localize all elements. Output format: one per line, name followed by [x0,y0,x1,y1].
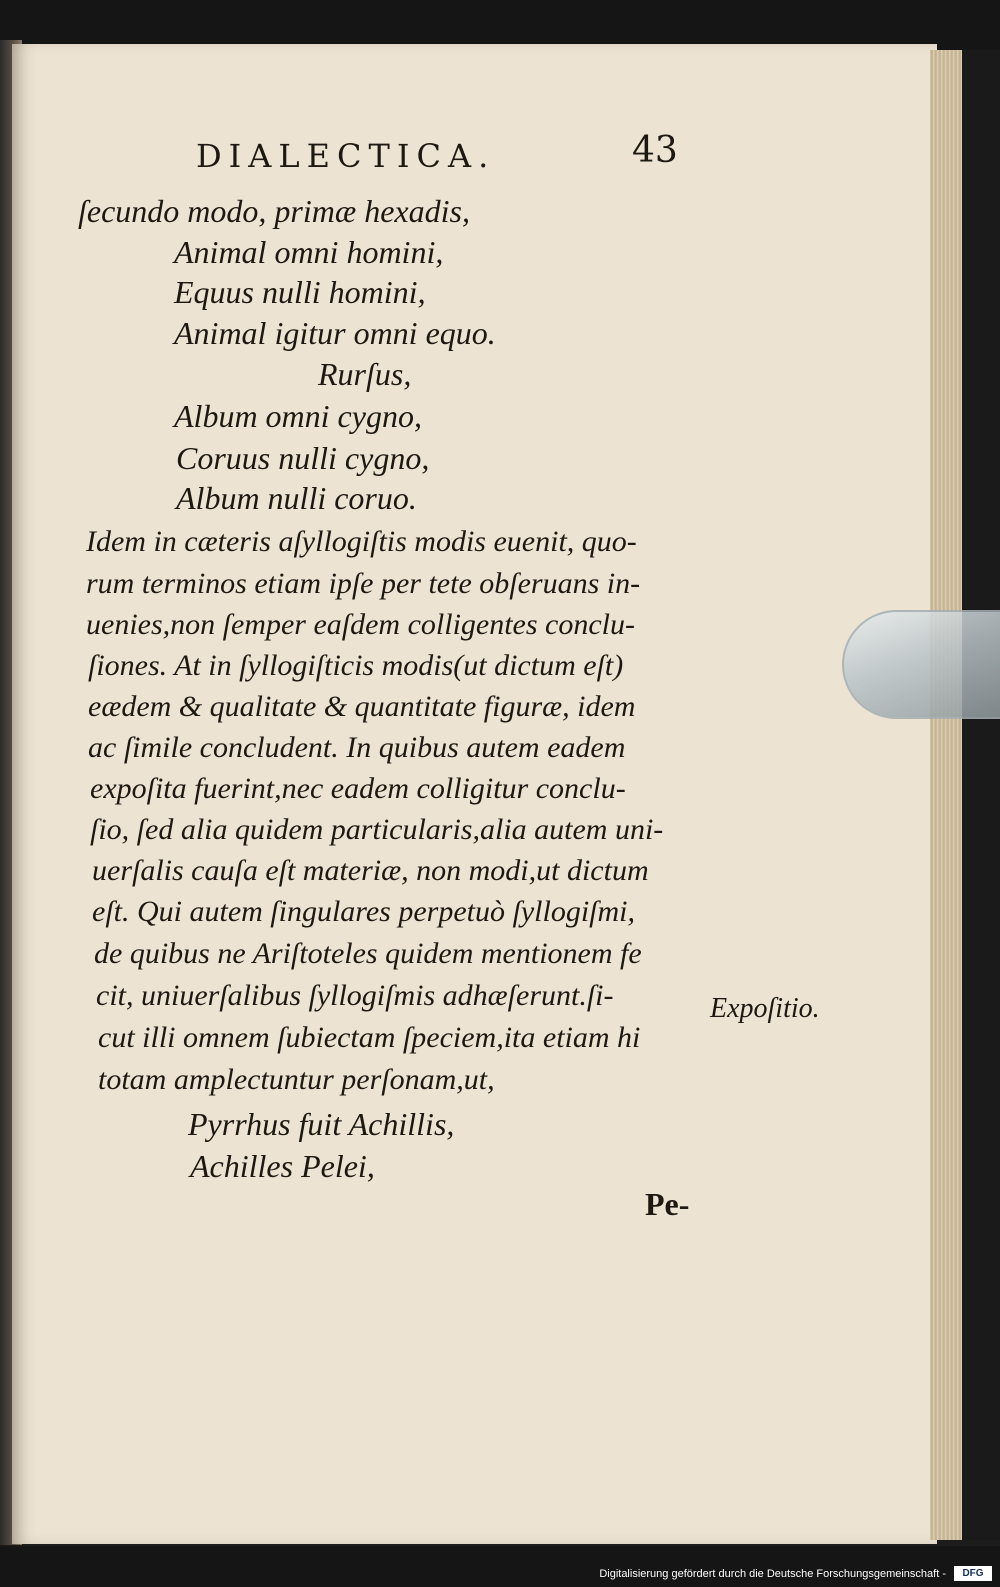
text-line: eſt. Qui autem ſingulares perpetuò ſyllogiſmi, [92,895,635,928]
text-line: cut illi omnem ſubiectam ſpeciem,ita etiam hi [98,1021,641,1054]
page-holder-clip [842,610,1000,719]
text-line: eædem & qualitate & quantitate figuræ, idem [88,690,636,723]
footer-bar [0,1546,1000,1587]
text-line: Equus nulli homini, [174,274,426,310]
text-line: Idem in cæteris aſyllogiſtis modis euenit, quo- [86,525,637,558]
text-line: cit, uniuerſalibus ſyllogiſmis adhæſerunt.ſi- [96,979,614,1012]
text-line: ſio, ſed alia quidem particularis,alia autem uni- [90,813,664,846]
text-line: totam amplectuntur perſonam,ut, [98,1063,495,1096]
text-line: Coruus nulli cygno, [176,440,430,476]
text-line: ſiones. At in ſyllogiſticis modis(ut dictum eſt) [88,649,624,682]
text-line: Achilles Pelei, [190,1148,375,1184]
catchword: Pe- [645,1186,690,1222]
dfg-logo: DFG [954,1566,992,1581]
running-title: DIALECTICA. [196,137,496,175]
text-line: ſecundo modo, primæ hexadis, [78,193,470,229]
text-line: Rurſus, [318,356,412,392]
text-line: ac ſimile concludent. In quibus autem eadem [88,731,626,764]
text-line: uenies,non ſemper eaſdem colligentes conclu- [86,608,635,641]
page-edges [930,50,962,1540]
text-line: Pyrrhus fuit Achillis, [188,1106,455,1142]
text-line: Album omni cygno, [174,398,422,434]
page-number: 43 [632,130,678,171]
text-line: Album nulli coruo. [176,480,417,516]
text-line: rum terminos etiam ipſe per tete obſeruans in- [86,567,641,600]
text-line: Animal igitur omni equo. [174,315,496,351]
marginal-note: Expoſitio. [710,993,820,1024]
text-line: expoſita fuerint,nec eadem colligitur conclu- [90,772,626,805]
text-line: Animal omni homini, [174,234,444,270]
text-line: de quibus ne Ariſtoteles quidem mentionem fe [94,937,642,970]
digitization-credit: Digitalisierung gefördert durch die Deutsche Forschungsgemeinschaft - [599,1568,946,1580]
background-right [962,50,1000,1540]
background-top [0,0,1000,50]
text-line: uerſalis cauſa eſt materiæ, non modi,ut dictum [92,854,649,887]
